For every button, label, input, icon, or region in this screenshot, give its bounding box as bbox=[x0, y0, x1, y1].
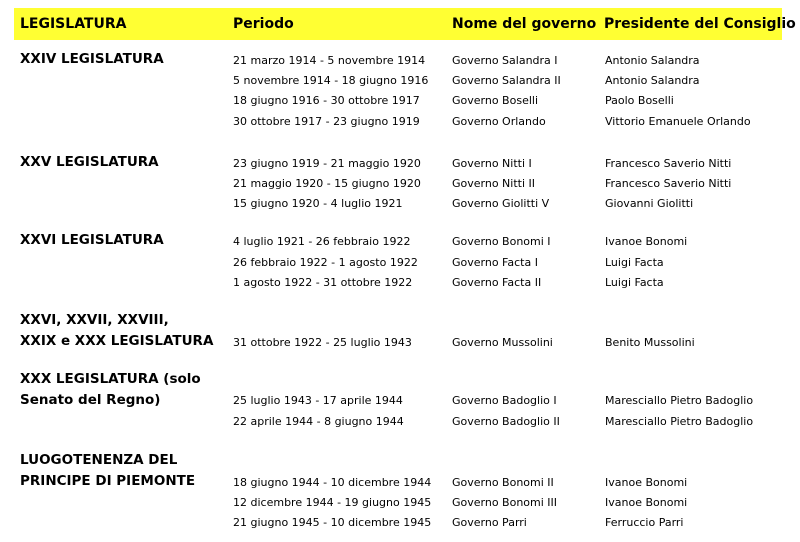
cell-governo: Governo Bonomi I bbox=[452, 235, 551, 248]
header-presidente: Presidente del Consiglio bbox=[604, 16, 796, 32]
group-label-line: XXIX e XXX LEGISLATURA bbox=[20, 333, 214, 349]
cell-presidente: Ivanoe Bonomi bbox=[605, 496, 688, 509]
cell-periodo: 18 giugno 1916 - 30 ottobre 1917 bbox=[233, 94, 420, 107]
cell-presidente: Maresciallo Pietro Badoglio bbox=[605, 394, 754, 407]
cell-periodo: 22 aprile 1944 - 8 giugno 1944 bbox=[233, 415, 404, 428]
cell-periodo: 1 agosto 1922 - 31 ottobre 1922 bbox=[233, 276, 413, 289]
cell-periodo: 12 dicembre 1944 - 19 giugno 1945 bbox=[233, 496, 432, 509]
cell-governo: Governo Boselli bbox=[452, 94, 539, 107]
group-label bbox=[20, 49, 164, 70]
cell-governo: Governo Parri bbox=[452, 516, 527, 529]
cell-periodo: 23 giugno 1919 - 21 maggio 1920 bbox=[233, 157, 421, 170]
cell-presidente: Antonio Salandra bbox=[605, 54, 700, 67]
cell-governo: Governo Nitti I bbox=[452, 157, 532, 170]
group-label-line: XXVI LEGISLATURA bbox=[20, 232, 164, 248]
cell-periodo: 21 marzo 1914 - 5 novembre 1914 bbox=[233, 54, 426, 67]
header-periodo: Periodo bbox=[233, 16, 294, 32]
group-label bbox=[20, 450, 195, 492]
cell-presidente: Francesco Saverio Nitti bbox=[605, 177, 732, 190]
cell-governo: Governo Salandra I bbox=[452, 54, 558, 67]
cell-presidente: Antonio Salandra bbox=[605, 74, 700, 87]
group-label-line: Senato del Regno) bbox=[20, 392, 161, 408]
group-label bbox=[20, 310, 213, 352]
header-legislatura: LEGISLATURA bbox=[20, 16, 127, 32]
cell-presidente: Paolo Boselli bbox=[605, 94, 674, 107]
cell-presidente: Giovanni Giolitti bbox=[605, 197, 694, 210]
cell-presidente: Luigi Facta bbox=[605, 276, 664, 289]
cell-periodo: 26 febbraio 1922 - 1 agosto 1922 bbox=[233, 256, 418, 269]
table-header bbox=[14, 8, 796, 40]
cell-periodo: 15 giugno 1920 - 4 luglio 1921 bbox=[233, 197, 403, 210]
cell-presidente: Ferruccio Parri bbox=[605, 516, 684, 529]
cell-governo: Governo Badoglio II bbox=[452, 415, 560, 428]
group-label-line: LUOGOTENENZA DEL bbox=[20, 452, 178, 468]
cell-governo: Governo Nitti II bbox=[452, 177, 536, 190]
cell-periodo: 5 novembre 1914 - 18 giugno 1916 bbox=[233, 74, 429, 87]
cell-governo: Governo Salandra II bbox=[452, 74, 561, 87]
cell-governo: Governo Badoglio I bbox=[452, 394, 557, 407]
cell-periodo: 18 giugno 1944 - 10 dicembre 1944 bbox=[233, 476, 432, 489]
cell-governo: Governo Facta II bbox=[452, 276, 542, 289]
group-label bbox=[20, 369, 201, 411]
cell-presidente: Ivanoe Bonomi bbox=[605, 476, 688, 489]
cell-presidente: Maresciallo Pietro Badoglio bbox=[605, 415, 754, 428]
cell-presidente: Vittorio Emanuele Orlando bbox=[605, 115, 751, 128]
group-label-line: XXVI, XXVII, XXVIII, bbox=[20, 312, 169, 328]
cell-governo: Governo Giolitti V bbox=[452, 197, 550, 210]
cell-periodo: 30 ottobre 1917 - 23 giugno 1919 bbox=[233, 115, 420, 128]
group-label bbox=[20, 230, 164, 251]
cell-periodo: 25 luglio 1943 - 17 aprile 1944 bbox=[233, 394, 403, 407]
cell-periodo: 21 maggio 1920 - 15 giugno 1920 bbox=[233, 177, 421, 190]
cell-presidente: Francesco Saverio Nitti bbox=[605, 157, 732, 170]
cell-periodo: 4 luglio 1921 - 26 febbraio 1922 bbox=[233, 235, 411, 248]
group-label-line: XXX LEGISLATURA (solo bbox=[20, 371, 201, 387]
group-label-line: XXIV LEGISLATURA bbox=[20, 51, 164, 67]
cell-presidente: Benito Mussolini bbox=[605, 336, 695, 349]
cell-periodo: 31 ottobre 1922 - 25 luglio 1943 bbox=[233, 336, 412, 349]
cell-governo: Governo Facta I bbox=[452, 256, 538, 269]
cell-governo: Governo Bonomi II bbox=[452, 476, 554, 489]
cell-periodo: 21 giugno 1945 - 10 dicembre 1945 bbox=[233, 516, 432, 529]
cell-governo: Governo Orlando bbox=[452, 115, 546, 128]
header-governo: Nome del governo bbox=[452, 16, 597, 32]
cell-governo: Governo Bonomi III bbox=[452, 496, 558, 509]
group-label bbox=[20, 152, 159, 173]
cell-presidente: Luigi Facta bbox=[605, 256, 664, 269]
cell-governo: Governo Mussolini bbox=[452, 336, 553, 349]
group-label-line: PRINCIPE DI PIEMONTE bbox=[20, 473, 196, 489]
group-label-line: XXV LEGISLATURA bbox=[20, 154, 159, 170]
cell-presidente: Ivanoe Bonomi bbox=[605, 235, 688, 248]
